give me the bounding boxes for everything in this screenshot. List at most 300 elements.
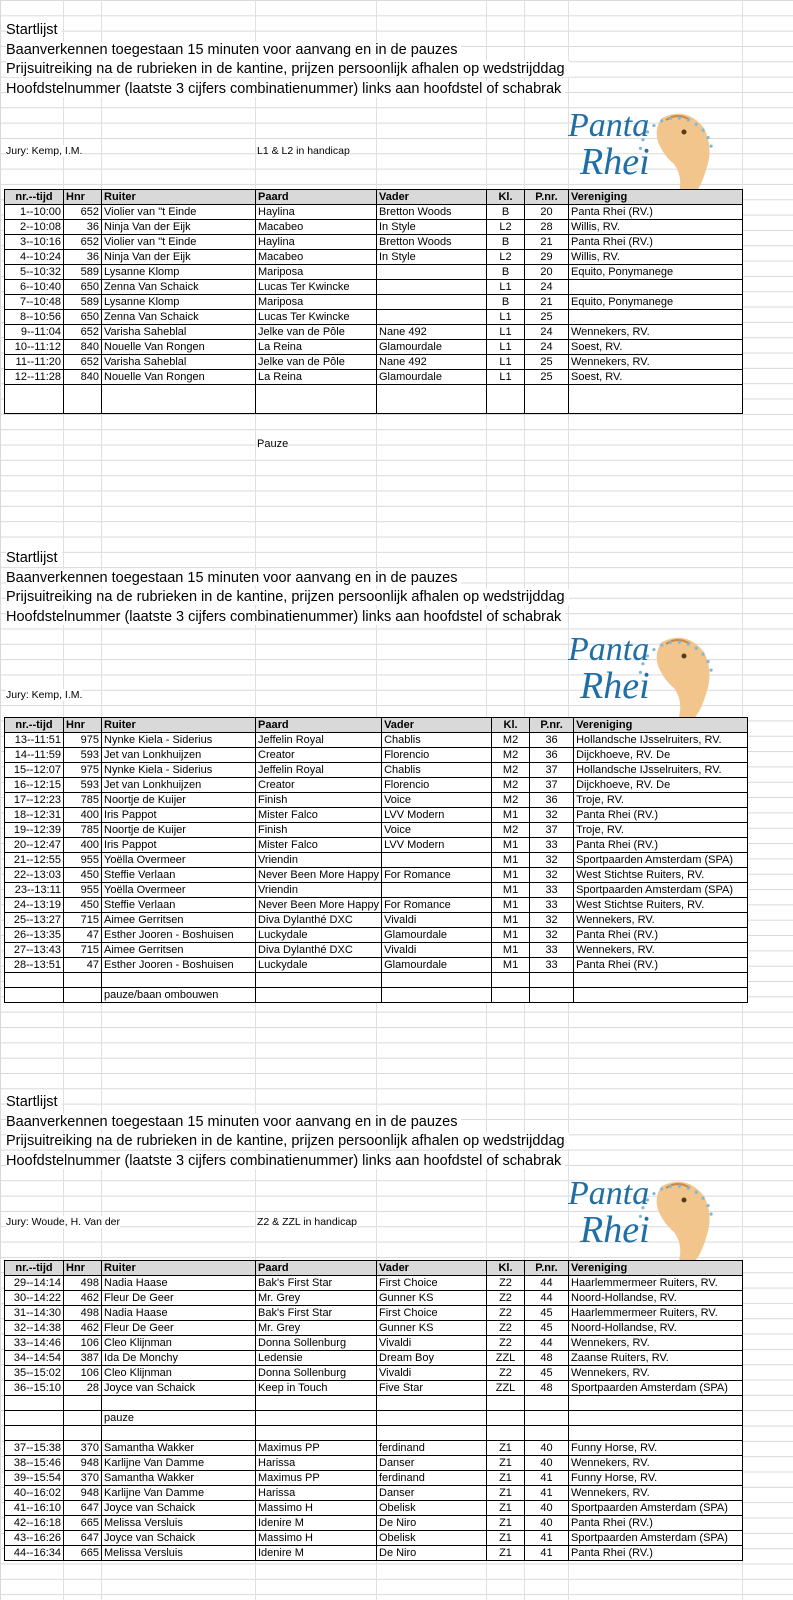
table-cell: Sportpaarden Amsterdam (SPA) [574, 883, 748, 898]
table-cell: 24 [525, 340, 569, 355]
table-cell: 715 [64, 943, 102, 958]
table-cell: L1 [487, 355, 525, 370]
header-line: Baanverkennen toegestaan 15 minuten voor aanvang en in de pauzes [6, 42, 461, 58]
table-cell: M1 [492, 883, 530, 898]
logo-text-line2: Rhei [580, 665, 650, 707]
table-header-row [5, 718, 748, 733]
table-cell: 44 [525, 1336, 569, 1351]
table-cell: Noortje de Kuijer [102, 793, 256, 808]
table-cell: Haarlemmermeer Ruiters, RV. [569, 1276, 743, 1291]
table-cell: Noord-Hollandse, RV. [569, 1321, 743, 1336]
jury-label: Jury: Kemp, I.M. [6, 689, 83, 701]
table-cell [569, 280, 743, 295]
table-cell: 106 [64, 1366, 102, 1381]
table-cell [64, 1396, 102, 1411]
table-cell: 462 [64, 1321, 102, 1336]
table-cell: Voice [382, 823, 492, 838]
table-cell: Vivaldi [377, 1336, 487, 1351]
table-cell: Panta Rhei (RV.) [574, 928, 748, 943]
table-cell: 1--10:00 [5, 205, 64, 220]
table-cell: M1 [492, 898, 530, 913]
table-cell: 32 [530, 808, 574, 823]
table-cell: Nadia Haase [102, 1306, 256, 1321]
table-cell [102, 973, 256, 988]
table-cell: Troje, RV. [574, 793, 748, 808]
table-cell: Cleo Klijnman [102, 1336, 256, 1351]
table-cell: L1 [487, 340, 525, 355]
table-cell: 26--13:35 [5, 928, 64, 943]
table-cell: 32 [530, 928, 574, 943]
table-cell: 17--12:23 [5, 793, 64, 808]
table-cell: Varisha Saheblal [102, 355, 256, 370]
table-cell [256, 988, 382, 1003]
table-cell: 593 [64, 778, 102, 793]
table-cell: Soest, RV. [569, 340, 743, 355]
table-cell: 35--15:02 [5, 1366, 64, 1381]
table-cell: 647 [64, 1501, 102, 1516]
table-cell: L1 [487, 310, 525, 325]
table-cell: 13--11:51 [5, 733, 64, 748]
table-cell [256, 399, 377, 414]
table-row [5, 205, 743, 220]
table-cell: Donna Sollenburg [256, 1336, 377, 1351]
column-header: Ruiter [102, 1261, 256, 1276]
table-cell [382, 973, 492, 988]
table-cell: Danser [377, 1486, 487, 1501]
table-cell: 21 [525, 295, 569, 310]
table-cell: Diva Dylanthé DXC [256, 943, 382, 958]
table-cell: 975 [64, 733, 102, 748]
table-row [5, 355, 743, 370]
table-row [5, 1456, 743, 1471]
table-cell: Wennekers, RV. [569, 1366, 743, 1381]
pause-label: pauze/baan ombouwen [102, 988, 256, 1003]
column-header: Vader [382, 718, 492, 733]
table-cell: Mister Falco [256, 838, 382, 853]
table-cell: Joyce van Schaick [102, 1531, 256, 1546]
table-cell: Z1 [487, 1456, 525, 1471]
table-cell: Jet van Lonkhuijzen [102, 748, 256, 763]
table-cell: Wennekers, RV. [574, 943, 748, 958]
logo-text-line2: Rhei [580, 141, 650, 183]
table-cell: 32--14:38 [5, 1321, 64, 1336]
table-cell: Diva Dylanthé DXC [256, 913, 382, 928]
blank-row [5, 1396, 743, 1411]
table-cell: 36 [64, 250, 102, 265]
table-cell: 8--10:56 [5, 310, 64, 325]
table-cell: 589 [64, 265, 102, 280]
table-cell: West Stichtse Ruiters, RV. [574, 868, 748, 883]
table-row [5, 1486, 743, 1501]
table-cell: 19--12:39 [5, 823, 64, 838]
startlist-table [4, 1260, 743, 1561]
table-cell: 40 [525, 1516, 569, 1531]
table-row [5, 928, 748, 943]
logo-text-line1: Panta [568, 107, 650, 144]
table-cell: ZZL [487, 1351, 525, 1366]
table-cell: Lucas Ter Kwincke [256, 280, 377, 295]
table-cell: 6--10:40 [5, 280, 64, 295]
panta-rhei-logo [566, 622, 714, 722]
table-cell: Hollandsche IJsselruiters, RV. [574, 733, 748, 748]
header-line: Hoofdstelnummer (laatste 3 cijfers combinatienummer) links aan hoofdstel of schabrak [6, 81, 565, 97]
table-cell: 44 [525, 1291, 569, 1306]
table-cell: Melissa Versluis [102, 1516, 256, 1531]
table-cell: La Reina [256, 370, 377, 385]
table-cell: 37 [530, 823, 574, 838]
table-cell: 42--16:18 [5, 1516, 64, 1531]
jury-label: Jury: Woude, H. Van der [6, 1216, 120, 1228]
table-cell: Creator [256, 748, 382, 763]
table-cell: 30--14:22 [5, 1291, 64, 1306]
table-cell: M2 [492, 823, 530, 838]
table-cell [102, 1396, 256, 1411]
table-cell: 44--16:34 [5, 1546, 64, 1561]
table-cell [569, 1426, 743, 1441]
table-cell: Fleur De Geer [102, 1321, 256, 1336]
table-cell: Steffie Verlaan [102, 898, 256, 913]
table-cell: 41 [525, 1471, 569, 1486]
table-cell [377, 310, 487, 325]
table-cell: Fleur De Geer [102, 1291, 256, 1306]
table-cell: Jelke van de Pôle [256, 325, 377, 340]
table-cell [574, 988, 748, 1003]
table-cell [525, 1396, 569, 1411]
table-cell: 41 [525, 1486, 569, 1501]
table-cell: Iris Pappot [102, 838, 256, 853]
table-cell: 652 [64, 355, 102, 370]
header-title: Startlijst [6, 1094, 62, 1110]
column-header: Kl. [487, 1261, 525, 1276]
table-cell: 450 [64, 868, 102, 883]
table-cell: M2 [492, 793, 530, 808]
table-cell: 840 [64, 340, 102, 355]
table-cell: 31--14:30 [5, 1306, 64, 1321]
table-cell: 47 [64, 928, 102, 943]
column-header: P.nr. [525, 1261, 569, 1276]
table-cell: Equito, Ponymanege [569, 295, 743, 310]
table-cell: Haylina [256, 235, 377, 250]
table-cell: 40--16:02 [5, 1486, 64, 1501]
table-cell: Panta Rhei (RV.) [569, 1516, 743, 1531]
table-cell: Willis, RV. [569, 220, 743, 235]
table-cell: Lucas Ter Kwincke [256, 310, 377, 325]
table-cell [102, 399, 256, 414]
header-title: Startlijst [6, 550, 62, 566]
table-cell: Sportpaarden Amsterdam (SPA) [569, 1381, 743, 1396]
table-cell: 40 [525, 1456, 569, 1471]
table-row [5, 868, 748, 883]
table-cell: Dream Boy [377, 1351, 487, 1366]
table-cell: 29--14:14 [5, 1276, 64, 1291]
table-cell [64, 1426, 102, 1441]
blank-row [5, 399, 743, 414]
table-cell: Wennekers, RV. [574, 913, 748, 928]
table-cell: 36 [64, 220, 102, 235]
table-cell: L1 [487, 370, 525, 385]
table-cell: M1 [492, 838, 530, 853]
table-cell: Panta Rhei (RV.) [574, 958, 748, 973]
table-cell: Z1 [487, 1471, 525, 1486]
table-cell [377, 399, 487, 414]
table-cell: 498 [64, 1276, 102, 1291]
table-cell: 7--10:48 [5, 295, 64, 310]
table-cell: 20 [525, 205, 569, 220]
column-header: Ruiter [102, 718, 256, 733]
table-cell: Troje, RV. [574, 823, 748, 838]
table-row [5, 280, 743, 295]
table-cell: Finish [256, 823, 382, 838]
table-row [5, 1501, 743, 1516]
table-cell: 32 [530, 853, 574, 868]
table-cell: Karlijne Van Damme [102, 1456, 256, 1471]
table-cell [256, 1411, 377, 1426]
table-row [5, 250, 743, 265]
table-cell [382, 988, 492, 1003]
logo-text-line1: Panta [568, 1175, 650, 1212]
table-cell [377, 280, 487, 295]
table-cell: 665 [64, 1546, 102, 1561]
table-cell: Jeffelin Royal [256, 763, 382, 778]
table-cell: Luckydale [256, 928, 382, 943]
table-cell [256, 973, 382, 988]
column-header: Kl. [492, 718, 530, 733]
table-cell: 650 [64, 310, 102, 325]
table-cell: Macabeo [256, 250, 377, 265]
table-cell: 33 [530, 838, 574, 853]
table-row [5, 733, 748, 748]
table-cell: In Style [377, 250, 487, 265]
table-cell: 27--13:43 [5, 943, 64, 958]
table-cell: Bak's First Star [256, 1306, 377, 1321]
table-cell: Sportpaarden Amsterdam (SPA) [574, 853, 748, 868]
table-cell: 40 [525, 1501, 569, 1516]
table-cell: Panta Rhei (RV.) [569, 235, 743, 250]
header-line: Hoofdstelnummer (laatste 3 cijfers combinatienummer) links aan hoofdstel of schabrak [6, 1153, 565, 1169]
table-cell: 32 [530, 913, 574, 928]
table-cell [525, 1426, 569, 1441]
table-cell [487, 385, 525, 400]
table-cell: Harissa [256, 1456, 377, 1471]
table-cell [102, 385, 256, 400]
table-cell: Z1 [487, 1516, 525, 1531]
table-cell: M1 [492, 868, 530, 883]
table-cell: Jelke van de Pôle [256, 355, 377, 370]
blank-row [5, 973, 748, 988]
logo-text-line1: Panta [568, 631, 650, 668]
table-row [5, 295, 743, 310]
table-cell: Nadia Haase [102, 1276, 256, 1291]
table-cell: 40 [525, 1441, 569, 1456]
column-header: Vereniging [574, 718, 748, 733]
table-cell: Maximus PP [256, 1471, 377, 1486]
header-line: Baanverkennen toegestaan 15 minuten voor aanvang en in de pauzes [6, 1114, 461, 1130]
blank-row [5, 988, 748, 1003]
table-cell [569, 1411, 743, 1426]
panta-rhei-logo [566, 98, 714, 198]
pause-label: pauze [102, 1411, 256, 1426]
table-cell [525, 399, 569, 414]
table-cell: Noortje de Kuijer [102, 823, 256, 838]
table-cell: Samantha Wakker [102, 1441, 256, 1456]
table-cell [377, 295, 487, 310]
table-cell [102, 1426, 256, 1441]
table-cell: L2 [487, 220, 525, 235]
table-cell: Bretton Woods [377, 235, 487, 250]
table-cell: 37 [530, 763, 574, 778]
table-cell [5, 1411, 64, 1426]
table-cell: 462 [64, 1291, 102, 1306]
table-row [5, 808, 748, 823]
column-header: nr.--tijd [5, 1261, 64, 1276]
table-cell: Mariposa [256, 265, 377, 280]
table-row [5, 1531, 743, 1546]
table-cell: B [487, 235, 525, 250]
table-cell: Wennekers, RV. [569, 1456, 743, 1471]
handicap-label: L1 & L2 in handicap [257, 145, 350, 157]
table-cell: 400 [64, 838, 102, 853]
table-cell: 948 [64, 1486, 102, 1501]
table-cell: Mister Falco [256, 808, 382, 823]
column-header: Hnr [64, 1261, 102, 1276]
table-cell: 44 [525, 1276, 569, 1291]
table-cell: 785 [64, 823, 102, 838]
table-cell [492, 973, 530, 988]
table-cell: 652 [64, 205, 102, 220]
table-cell: 25 [525, 310, 569, 325]
table-cell [382, 883, 492, 898]
table-cell: 28 [525, 220, 569, 235]
table-row [5, 370, 743, 385]
table-cell: Ninja Van der Eijk [102, 220, 256, 235]
table-row [5, 898, 748, 913]
table-cell: Joyce van Schaick [102, 1381, 256, 1396]
table-cell: 2--10:08 [5, 220, 64, 235]
table-cell: Ledensie [256, 1351, 377, 1366]
table-cell: 400 [64, 808, 102, 823]
column-header: Kl. [487, 190, 525, 205]
table-cell: 665 [64, 1516, 102, 1531]
table-cell: 5--10:32 [5, 265, 64, 280]
table-cell: 11--11:20 [5, 355, 64, 370]
table-cell: 45 [525, 1321, 569, 1336]
table-cell: Zaanse Ruiters, RV. [569, 1351, 743, 1366]
table-cell: Wennekers, RV. [569, 1486, 743, 1501]
table-cell: 715 [64, 913, 102, 928]
table-cell: Nane 492 [377, 325, 487, 340]
table-cell: 33 [530, 943, 574, 958]
table-cell: Nane 492 [377, 355, 487, 370]
table-cell: Donna Sollenburg [256, 1366, 377, 1381]
table-cell: 36 [530, 793, 574, 808]
table-cell: Aimee Gerritsen [102, 943, 256, 958]
table-cell: 45 [525, 1306, 569, 1321]
table-cell: L1 [487, 325, 525, 340]
table-cell: M1 [492, 958, 530, 973]
table-cell [64, 973, 102, 988]
header-title: Startlijst [6, 22, 62, 38]
table-cell: 15--12:07 [5, 763, 64, 778]
table-cell: Vivaldi [382, 913, 492, 928]
table-cell: Jeffelin Royal [256, 733, 382, 748]
table-row [5, 823, 748, 838]
table-cell: 785 [64, 793, 102, 808]
table-cell: 33--14:46 [5, 1336, 64, 1351]
table-cell: M2 [492, 733, 530, 748]
table-cell: M1 [492, 943, 530, 958]
table-cell: M2 [492, 748, 530, 763]
table-cell [256, 1396, 377, 1411]
table-cell: Creator [256, 778, 382, 793]
table-cell: 975 [64, 763, 102, 778]
table-cell: Massimo H [256, 1531, 377, 1546]
table-cell: Obelisk [377, 1501, 487, 1516]
table-cell: Panta Rhei (RV.) [574, 808, 748, 823]
table-cell: Aimee Gerritsen [102, 913, 256, 928]
table-cell: Glamourdale [377, 340, 487, 355]
table-row [5, 1441, 743, 1456]
table-row [5, 793, 748, 808]
column-header: Paard [256, 190, 377, 205]
table-cell [569, 385, 743, 400]
table-cell [487, 1426, 525, 1441]
table-cell: Luckydale [256, 958, 382, 973]
table-cell: 948 [64, 1456, 102, 1471]
table-cell: Glamourdale [377, 370, 487, 385]
column-header: P.nr. [525, 190, 569, 205]
table-cell: De Niro [377, 1516, 487, 1531]
table-cell: Z1 [487, 1441, 525, 1456]
table-cell: Obelisk [377, 1531, 487, 1546]
table-header-row [5, 190, 743, 205]
table-cell: Danser [377, 1456, 487, 1471]
table-cell: 41 [525, 1531, 569, 1546]
table-cell: Florencio [382, 778, 492, 793]
table-cell: Bak's First Star [256, 1276, 377, 1291]
table-cell: Cleo Klijnman [102, 1366, 256, 1381]
table-cell: Melissa Versluis [102, 1546, 256, 1561]
table-cell: Joyce van Schaick [102, 1501, 256, 1516]
table-cell: 39--15:54 [5, 1471, 64, 1486]
table-cell: 22--13:03 [5, 868, 64, 883]
blank-row [5, 1411, 743, 1426]
table-cell: Yoëlla Overmeer [102, 853, 256, 868]
table-cell: 955 [64, 883, 102, 898]
table-cell: 370 [64, 1471, 102, 1486]
table-cell: Dijckhoeve, RV. De [574, 778, 748, 793]
jury-label: Jury: Kemp, I.M. [6, 145, 83, 157]
table-cell [377, 265, 487, 280]
table-cell: B [487, 205, 525, 220]
column-header: nr.--tijd [5, 190, 64, 205]
blank-row [5, 1426, 743, 1441]
table-cell: 650 [64, 280, 102, 295]
table-cell [5, 988, 64, 1003]
table-row [5, 1471, 743, 1486]
table-cell: Z2 [487, 1291, 525, 1306]
table-cell: Z2 [487, 1336, 525, 1351]
table-cell: Maximus PP [256, 1441, 377, 1456]
table-cell [377, 1396, 487, 1411]
table-cell: Never Been More Happy [256, 868, 382, 883]
table-cell: 34--14:54 [5, 1351, 64, 1366]
table-cell [5, 973, 64, 988]
table-cell [525, 385, 569, 400]
table-cell: Z1 [487, 1486, 525, 1501]
table-cell: 21 [525, 235, 569, 250]
table-cell: Five Star [377, 1381, 487, 1396]
column-header: Vader [377, 1261, 487, 1276]
